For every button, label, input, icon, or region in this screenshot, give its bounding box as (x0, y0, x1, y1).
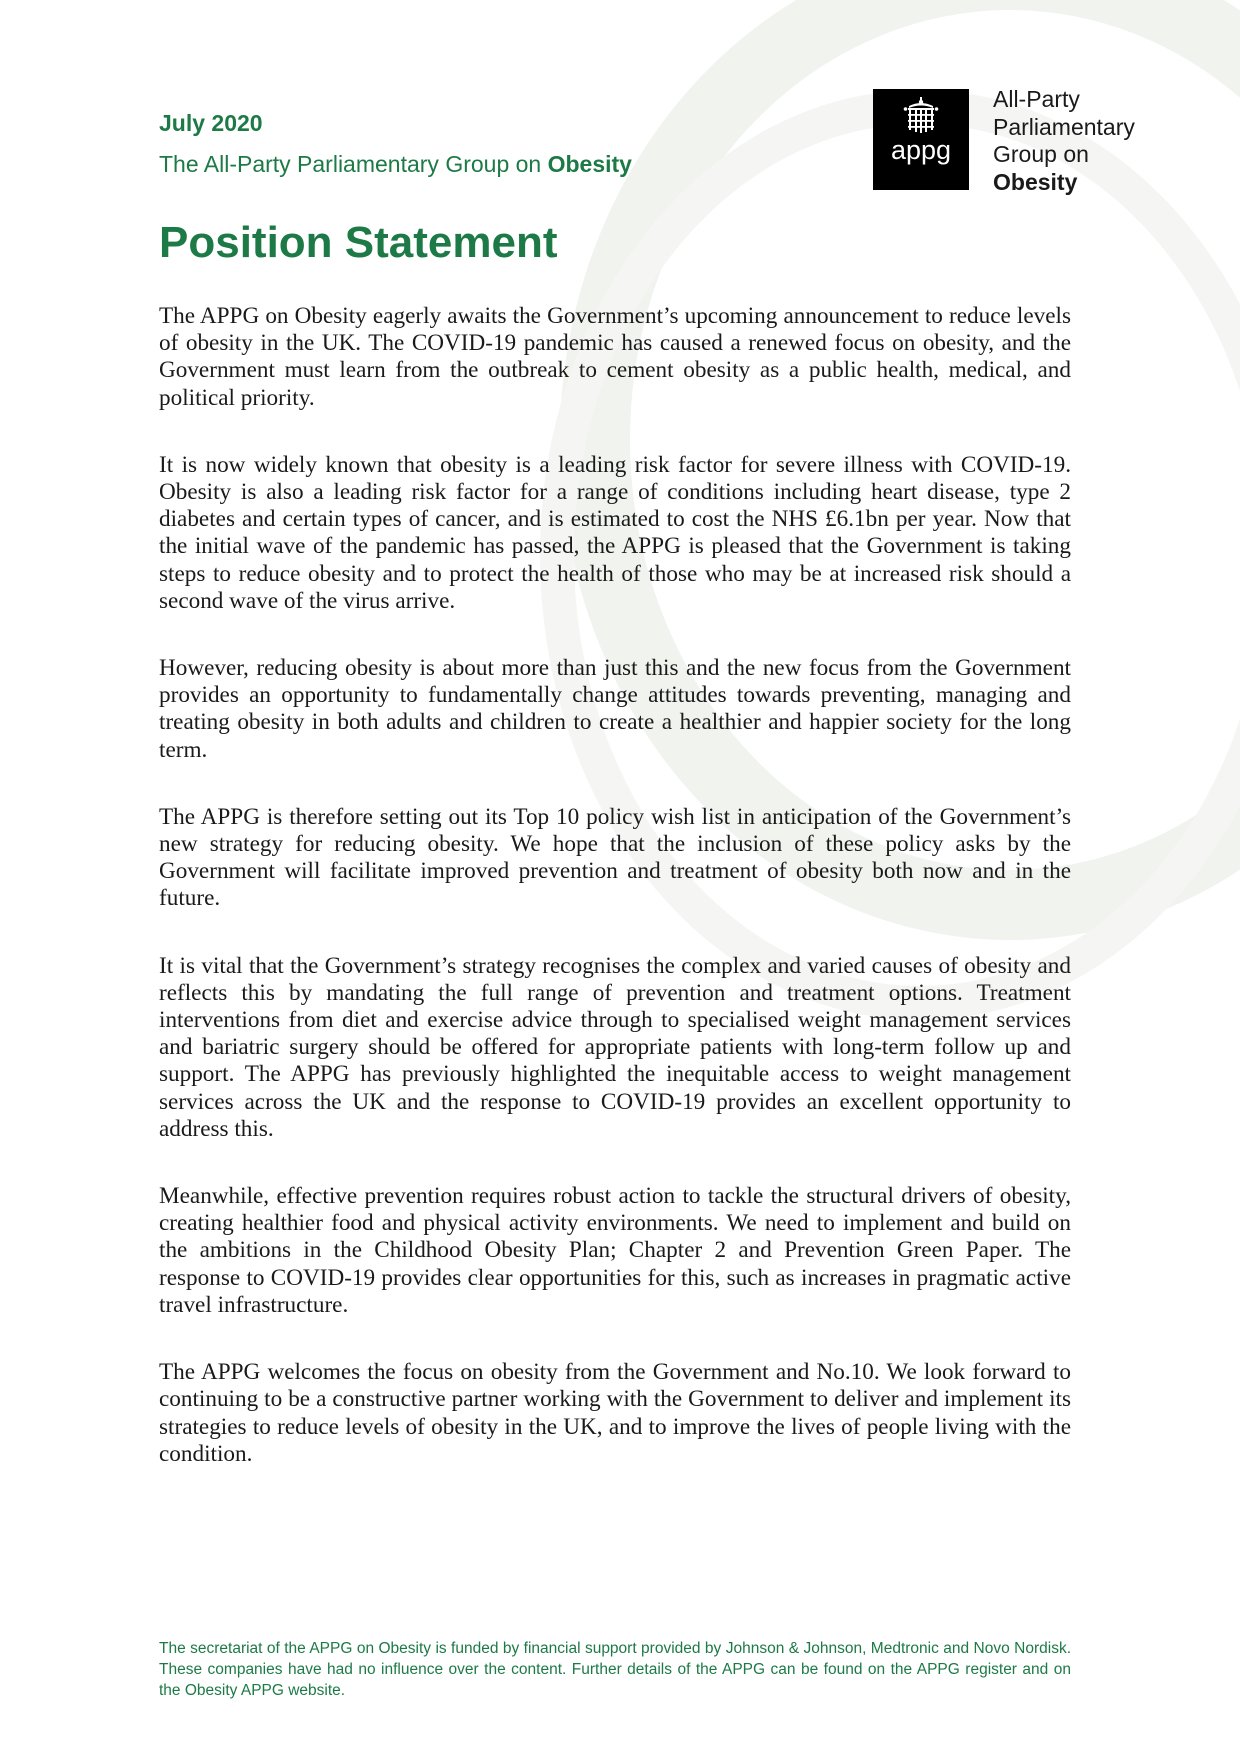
body-paragraph: The APPG welcomes the focus on obesity from the Government and No.10. We look forward to continuing to be a constructive partner working with the Government to deliver and implement its strategies to reduce levels of obesity in the UK, and to improve the lives of people living with the condition. (159, 1359, 1071, 1467)
appg-logo-mark (873, 89, 969, 190)
body-paragraph: The APPG is therefore setting out its Top 10 policy wish list in anticipation of the Government’s new strategy for reducing obesity. We hope that the inclusion of these policy asks by the Government will facilitate improved prevention and treatment of obesity both now and in the future. (159, 803, 1071, 912)
logo-group-name (993, 86, 1135, 196)
group-name-prefix: The All-Party Parliamentary Group on (159, 151, 548, 177)
body-paragraph: It is vital that the Government’s strategy recognises the complex and varied causes of obesity and reflects this by mandating the full range of prevention and treatment options. Treatment interventions from diet and exercise advice through to specialised weight management services and bariatric surgery should be offered for appropriate patients with long-term follow up and support. The APPG has previously highlighted the inequitable access to weight management services across the UK and the response to COVID-19 provides an excellent opportunity to address this. (159, 952, 1071, 1142)
statement-body (159, 303, 1071, 1508)
logo-name-line: Group on (993, 141, 1089, 167)
document-date: July 2020 (159, 110, 263, 136)
body-paragraph: It is now widely known that obesity is a leading risk factor for severe illness with COVID-19. Obesity is also a leading risk factor for a range of conditions including heart disease, type 2 diabetes and certain types of cancer, and is estimated to cost the NHS £6.1bn per year. Now that the initial wave of the pandemic has passed, the APPG is pleased that the Government is taking steps to reduce obesity and to protect the health of those who may be at increased risk should a second wave of the virus arrive. (159, 451, 1071, 614)
logo-name-line: Parliamentary (993, 113, 1135, 140)
page-title: Position Statement (159, 218, 558, 267)
body-paragraph: However, reducing obesity is about more than just this and the new focus from the Government provides an opportunity to fundamentally change attitudes towards preventing, managing and treating obesity in both adults and children to create a healthier and happier society for the long term. (159, 655, 1071, 763)
group-name-bold: Obesity (547, 151, 632, 177)
body-paragraph: Meanwhile, effective prevention requires robust action to tackle the structural drivers of obesity, creating healthier food and physical activity environments. We need to implement and build on the ambitions in the Childhood Obesity Plan; Chapter 2 and Prevention Green Paper. The response to COVID-19 provides clear opportunities for this, such as increases in pragmatic active travel infrastructure. (159, 1183, 1071, 1318)
body-paragraph: The APPG on Obesity eagerly awaits the Government’s upcoming announcement to reduce levels of obesity in the UK. The COVID-19 pandemic has caused a renewed focus on obesity, and the Government must learn from the outbreak to cement obesity as a public health, medical, and political priority. (159, 303, 1071, 411)
group-name (159, 151, 632, 178)
funding-disclaimer: The secretariat of the APPG on Obesity is funded by financial support provided by Johnson & Johnson, Medtronic and Novo Nordisk. These companies have had no influence over the content. Further details of the APPG can be found on the APPG register and on the Obesity APPG website. (159, 1640, 1071, 1699)
logo-mark-text: appg (890, 135, 952, 165)
document-header (159, 110, 632, 178)
portcullis-icon (903, 97, 939, 135)
logo-name-bold: Obesity (993, 168, 1078, 195)
logo-name-line: All-Party (993, 86, 1080, 112)
